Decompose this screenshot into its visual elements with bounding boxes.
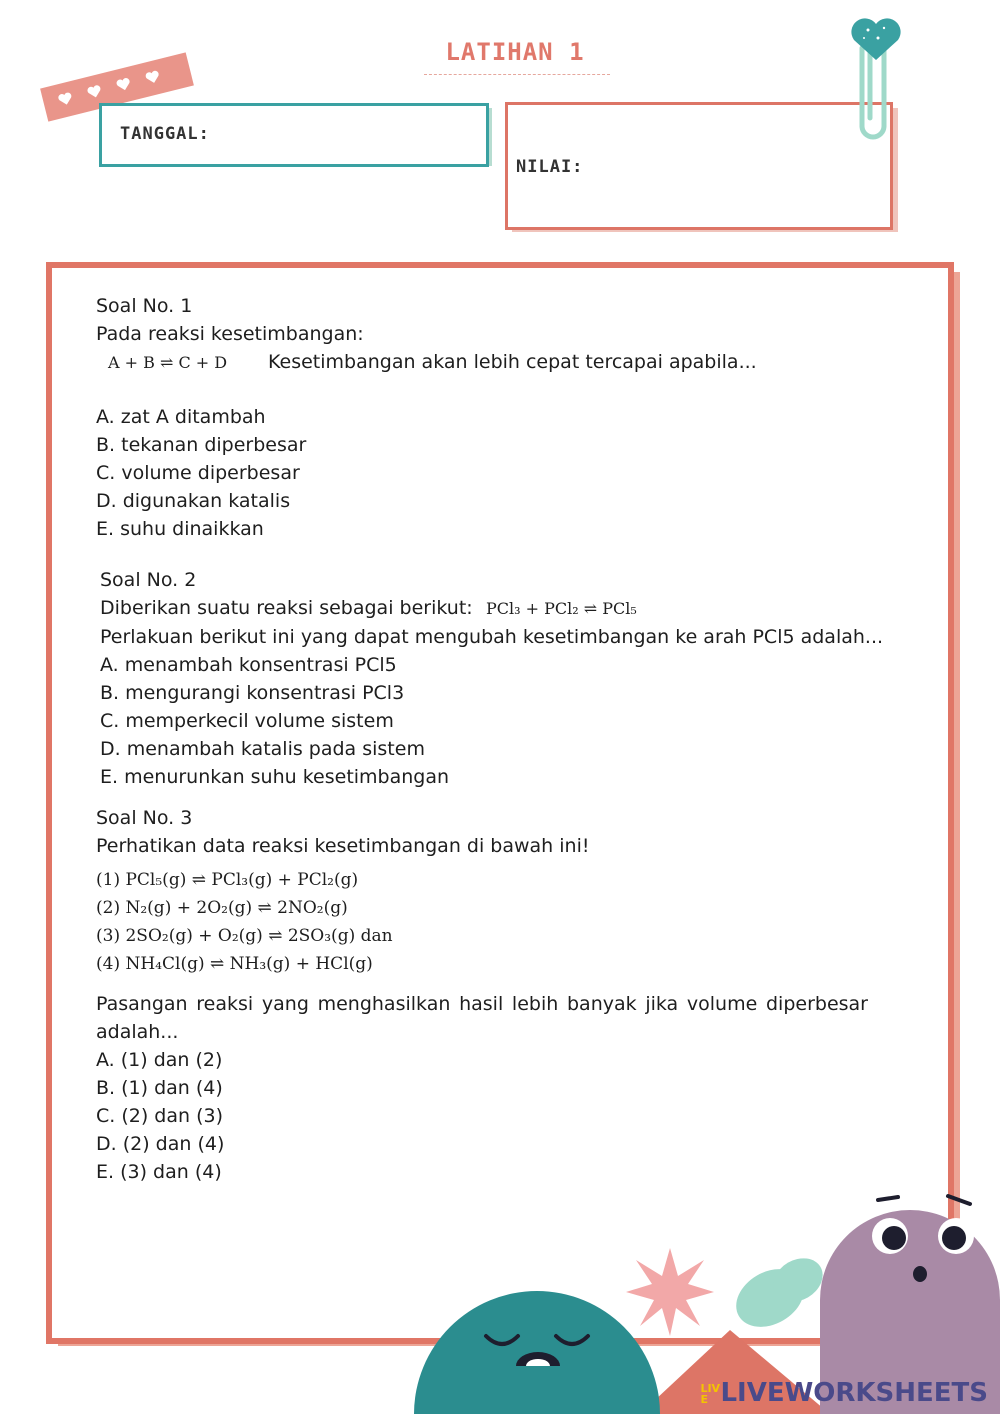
- answer-option[interactable]: E. (3) dan (4): [96, 1161, 222, 1183]
- live-badge: LIVE: [700, 1381, 721, 1406]
- answer-option[interactable]: D. menambah katalis pada sistem: [100, 738, 425, 760]
- answer-option[interactable]: E. suhu dinaikkan: [96, 518, 264, 540]
- reaction-item: (1) PCl₅(g) ⇌ PCl₃(g) + PCl₂(g): [96, 870, 359, 890]
- answer-option[interactable]: A. menambah konsentrasi PCl5: [100, 654, 397, 676]
- answer-option[interactable]: B. (1) dan (4): [96, 1077, 223, 1099]
- question-prompt: Pasangan reaksi yang menghasilkan hasil lebih banyak jika volume diperbesar: [96, 993, 868, 1015]
- question-1: [96, 292, 757, 543]
- answer-option[interactable]: A. zat A ditambah: [96, 406, 266, 428]
- question-3: [96, 804, 868, 1186]
- reaction-item: (4) NH₄Cl(g) ⇌ NH₃(g) + HCl(g): [96, 954, 373, 974]
- logo-text: LIVEWORKSHEETS: [720, 1378, 988, 1408]
- reaction-item: (3) 2SO₂(g) + O₂(g) ⇌ 2SO₃(g) dan: [96, 926, 393, 946]
- question-prompt-continued: adalah...: [96, 1021, 179, 1043]
- question-intro: Diberikan suatu reaksi sebagai berikut:: [100, 597, 473, 619]
- question-prompt: Kesetimbangan akan lebih cepat tercapai apabila...: [268, 351, 757, 373]
- mint-blob-shape: [726, 1250, 831, 1339]
- question-intro-line: [100, 594, 883, 623]
- date-box[interactable]: [99, 103, 489, 167]
- title-underline: [424, 74, 610, 75]
- date-label: TANGGAL:: [120, 124, 210, 144]
- question-heading: Soal No. 1: [96, 295, 193, 317]
- answer-option[interactable]: B. mengurangi konsentrasi PCl3: [100, 682, 405, 704]
- reaction-item: (2) N₂(g) + 2O₂(g) ⇌ 2NO₂(g): [96, 898, 348, 918]
- paperclip-heart-icon: [840, 8, 906, 148]
- question-heading: Soal No. 2: [100, 569, 197, 591]
- question-2: [100, 566, 883, 791]
- score-label: NILAI:: [516, 157, 584, 177]
- worksheet-title: LATIHAN 1: [445, 38, 585, 66]
- answer-option[interactable]: D. (2) dan (4): [96, 1133, 225, 1155]
- answer-option[interactable]: C. memperkecil volume sistem: [100, 710, 394, 732]
- question-heading: Soal No. 3: [96, 807, 193, 829]
- liveworksheets-logo: [700, 1378, 988, 1408]
- answer-option[interactable]: B. tekanan diperbesar: [96, 434, 307, 456]
- reaction-equation: A + B ⇌ C + D: [108, 353, 228, 372]
- answer-option[interactable]: D. digunakan katalis: [96, 490, 291, 512]
- question-intro: Pada reaksi kesetimbangan:: [96, 323, 364, 345]
- pink-star-shape: [626, 1248, 714, 1336]
- question-equation-line: [96, 348, 757, 377]
- reaction-equation: PCl₃ + PCl₂ ⇌ PCl₅: [486, 599, 637, 618]
- answer-option[interactable]: C. (2) dan (3): [96, 1105, 223, 1127]
- teal-character: [414, 1291, 660, 1414]
- answer-option[interactable]: A. (1) dan (2): [96, 1049, 223, 1071]
- answer-option[interactable]: C. volume diperbesar: [96, 462, 300, 484]
- question-intro: Perhatikan data reaksi kesetimbangan di bawah ini!: [96, 835, 590, 857]
- score-box[interactable]: [505, 102, 893, 230]
- answer-option[interactable]: E. menurunkan suhu kesetimbangan: [100, 766, 450, 788]
- question-prompt: Perlakuan berikut ini yang dapat mengubah kesetimbangan ke arah PCl5 adalah...: [100, 626, 884, 648]
